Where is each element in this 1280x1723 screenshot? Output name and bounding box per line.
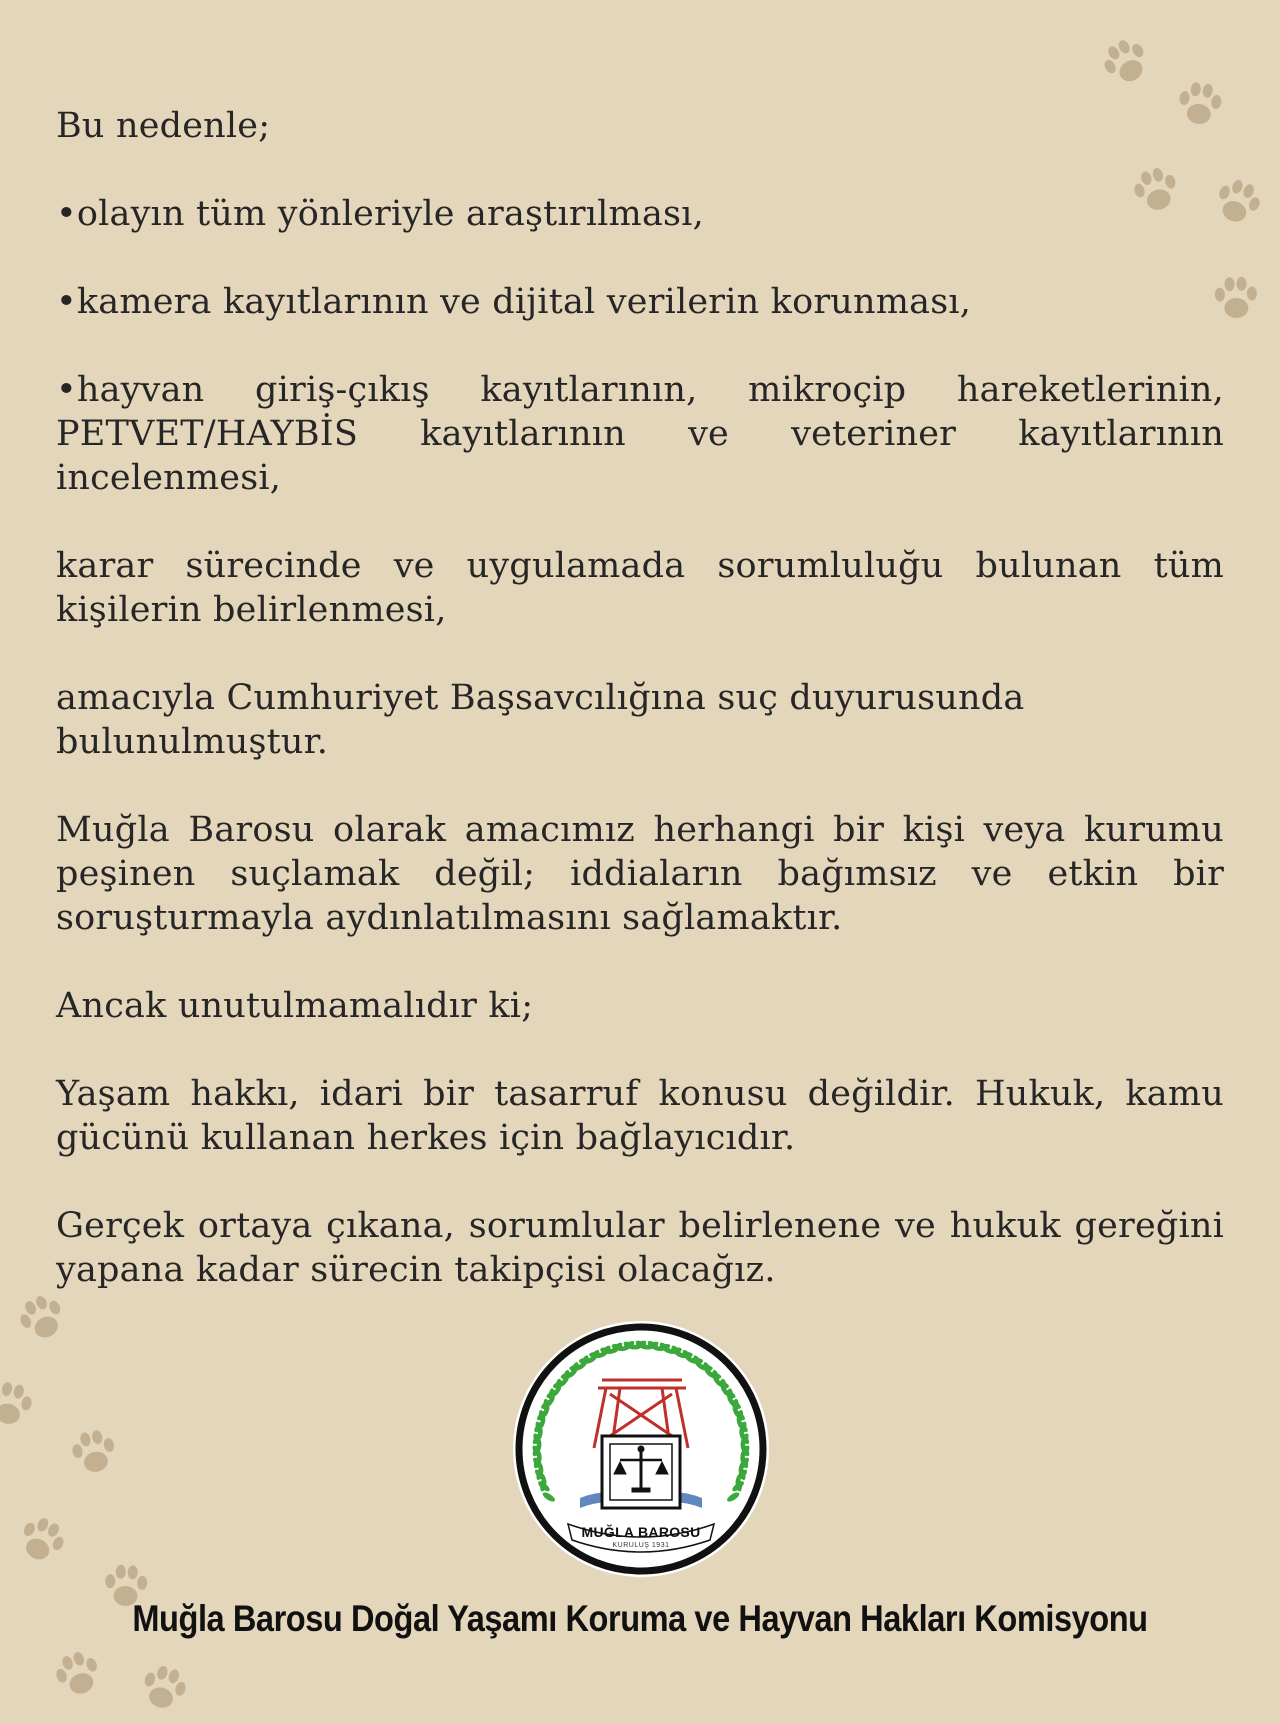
- bullet-item: •hayvan giriş-çıkış kayıtlarının, mikroçip hareketlerinin, PETVET/HAYBİS kayıtlarının ve veteriner kayıtlarının incelenmesi,: [56, 370, 1224, 498]
- bar-association-logo: [510, 1318, 772, 1580]
- logo-name: MUĞLA BAROSU: [581, 1524, 701, 1540]
- paw-print-icon: [129, 1653, 199, 1723]
- logo-founded: KURULUŞ 1931: [612, 1542, 670, 1549]
- paragraph: amacıyla Cumhuriyet Başsavcılığına suç duyurusunda bulunulmuştur.: [56, 678, 1025, 762]
- paw-print-icon: [42, 1638, 114, 1710]
- paragraph: Ancak unutulmamalıdır ki;: [56, 986, 534, 1026]
- paw-print-icon: [1088, 24, 1164, 100]
- bullet-item: •olayın tüm yönleriyle araştırılması,: [56, 194, 704, 234]
- paragraph: Muğla Barosu olarak amacımız herhangi bir kişi veya kurumu peşinen suçlamak değil; iddiaların bağımsız ve etkin bir soruşturmayla aydınlatılmasını sağlamaktır.: [56, 810, 1224, 938]
- paragraph-intro: Bu nedenle;: [56, 106, 271, 146]
- paw-print-icon: [0, 1371, 43, 1437]
- footer-title: Muğla Barosu Doğal Yaşamı Koruma ve Hayvan Hakları Komisyonu: [132, 1598, 1148, 1639]
- paw-print-icon: [61, 1419, 127, 1485]
- paw-print-icon: [5, 1503, 80, 1578]
- bullet-item: •kamera kayıtlarının ve dijital verilerin korunması,: [56, 282, 972, 322]
- paragraph: Gerçek ortaya çıkana, sorumlular belirlenene ve hukuk gereğini yapana kadar sürecin takipçisi olacağız.: [56, 1206, 1224, 1290]
- statement-body: [56, 104, 1224, 1336]
- paragraph: karar sürecinde ve uygulamada sorumluluğu bulunan tüm kişilerin belirlenmesi,: [56, 546, 1224, 630]
- paragraph: Yaşam hakkı, idari bir tasarruf konusu değildir. Hukuk, kamu gücünü kullanan herkes için bağlayıcıdır.: [56, 1074, 1224, 1158]
